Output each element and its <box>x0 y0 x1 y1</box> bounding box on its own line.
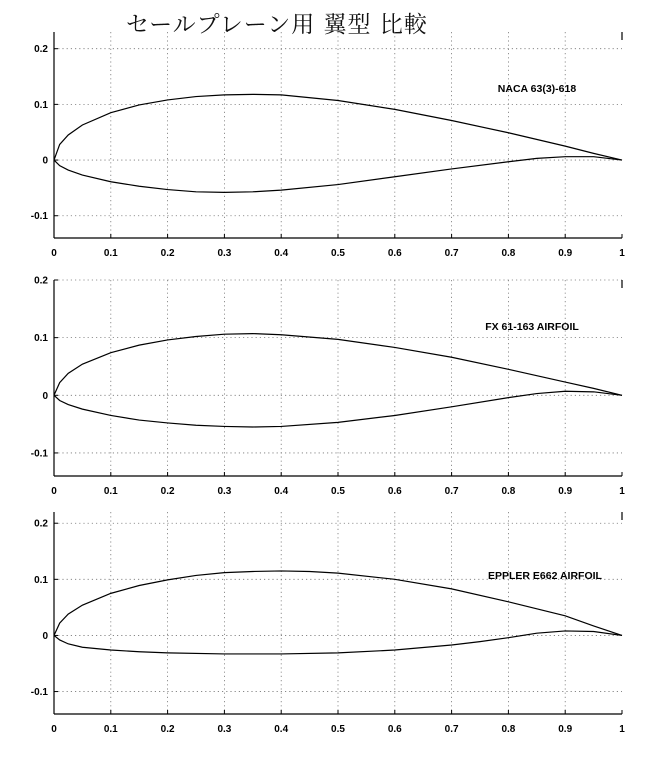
x-tick-label: 1 <box>619 724 625 735</box>
x-tick-label: 0.7 <box>444 724 459 735</box>
airfoil-panel-1 <box>31 32 625 259</box>
y-tick-label: 0 <box>42 390 48 402</box>
x-tick-label: 0.4 <box>274 724 289 735</box>
y-tick-label: -0.1 <box>30 448 48 460</box>
x-tick-label: 0.6 <box>387 248 402 259</box>
x-tick-label: 0.3 <box>217 486 232 497</box>
x-tick-label: 1 <box>619 248 625 259</box>
x-tick-label: 0.8 <box>501 248 516 259</box>
x-tick-label: 0.4 <box>274 486 289 497</box>
y-tick-label: 0.1 <box>34 99 48 111</box>
y-tick-label: 0.2 <box>34 275 48 287</box>
x-tick-label: 0.4 <box>274 248 289 259</box>
x-tick-label: 0.9 <box>558 248 573 259</box>
y-tick-label: 0.2 <box>34 44 48 56</box>
x-tick-label: 0.7 <box>444 248 459 259</box>
x-tick-label: 0.1 <box>103 248 118 259</box>
x-tick-label: 0.1 <box>103 486 118 497</box>
y-tick-label: -0.1 <box>30 687 48 699</box>
x-tick-label: 0.8 <box>501 486 516 497</box>
airfoil-name-label: NACA 63(3)-618 <box>497 83 577 95</box>
y-tick-label: 0.2 <box>34 518 48 530</box>
x-tick-label: 0.8 <box>501 724 516 735</box>
x-tick-label: 0.5 <box>331 486 345 497</box>
airfoil-panel-2 <box>31 276 625 498</box>
airfoil-lower-surface <box>54 157 622 193</box>
y-tick-label: 0 <box>42 630 48 642</box>
x-tick-label: 0.3 <box>217 724 232 735</box>
x-tick-label: 0.7 <box>444 486 459 497</box>
y-tick-label: -0.1 <box>30 211 48 223</box>
x-tick-label: 0.3 <box>217 248 232 259</box>
x-tick-label: 0 <box>51 486 57 497</box>
x-tick-label: 0.6 <box>387 486 402 497</box>
x-tick-label: 0.9 <box>558 486 573 497</box>
y-tick-label: 0.1 <box>34 333 48 345</box>
x-tick-label: 0.1 <box>103 724 118 735</box>
x-tick-label: 0.2 <box>160 724 175 735</box>
x-tick-label: 0.5 <box>331 724 345 735</box>
airfoil-lower-surface <box>54 391 622 427</box>
x-tick-label: 0.2 <box>160 486 175 497</box>
x-tick-label: 0 <box>51 248 57 259</box>
x-tick-label: 0.6 <box>387 724 402 735</box>
x-tick-label: 0.2 <box>160 248 175 259</box>
airfoil-panel-3 <box>31 512 625 735</box>
airfoil-name-label: FX 61-163 AIRFOIL <box>485 321 579 333</box>
y-tick-label: 0.1 <box>34 574 48 586</box>
x-tick-label: 0.5 <box>331 248 345 259</box>
x-tick-label: 0 <box>51 724 57 735</box>
airfoil-name-label: EPPLER E662 AIRFOIL <box>488 570 602 582</box>
x-tick-label: 0.9 <box>558 724 573 735</box>
y-tick-label: 0 <box>42 155 48 167</box>
figure-title: セールプレーン用 翼型 比較 <box>126 12 428 38</box>
x-tick-label: 1 <box>619 486 625 497</box>
